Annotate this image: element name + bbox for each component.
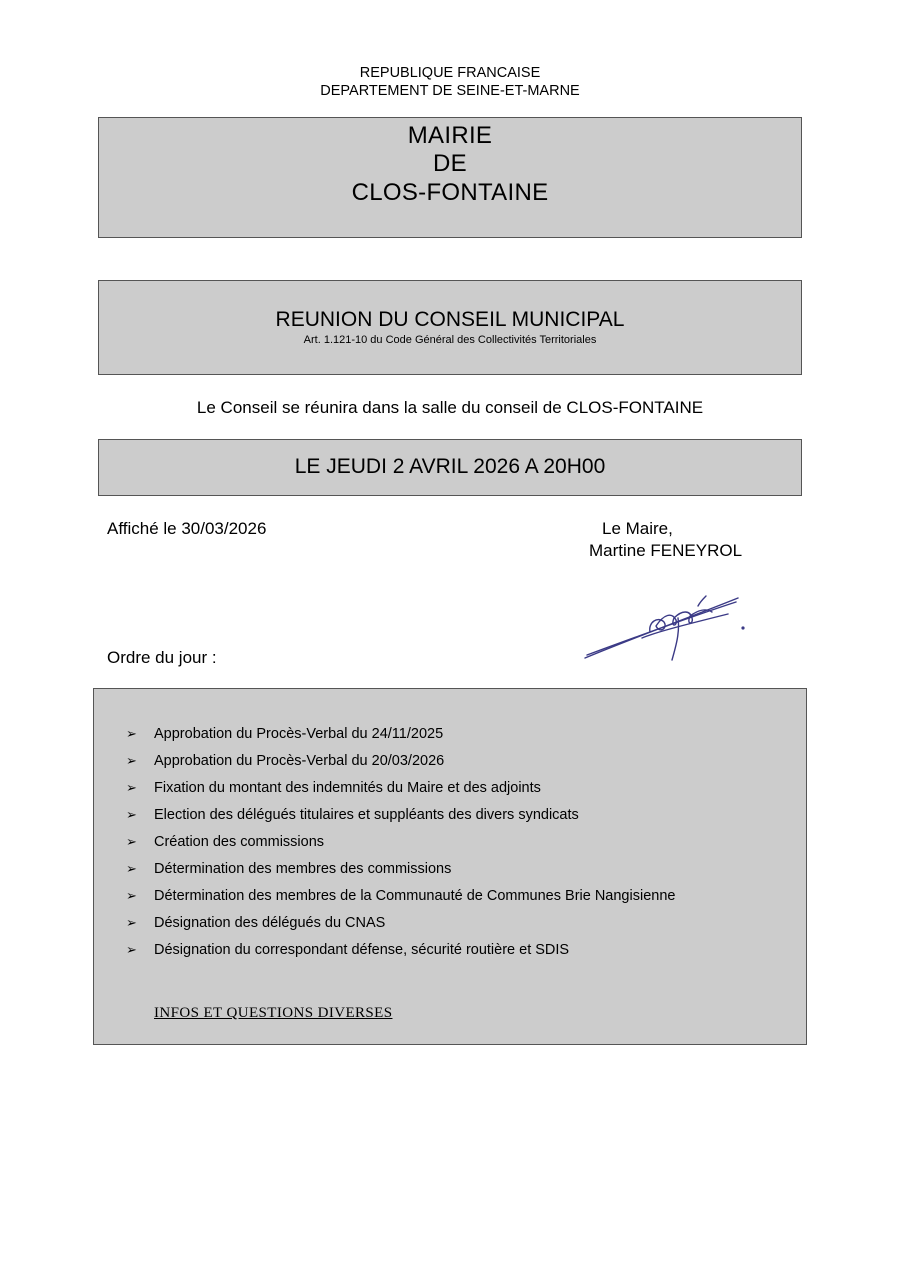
arrow-bullet-icon: ➢ (126, 888, 137, 903)
signature-dot (741, 626, 744, 629)
agenda-item-text: Approbation du Procès-Verbal du 24/11/2025 (154, 726, 444, 742)
arrow-bullet-icon: ➢ (126, 915, 137, 930)
agenda-item-text: Election des délégués titulaires et suppléants des divers syndicats (154, 807, 579, 823)
infos-questions-diverses: INFOS ET QUESTIONS DIVERSES (154, 1005, 393, 1021)
ordre-du-jour-label: Ordre du jour : (107, 648, 217, 667)
conseil-location: Le Conseil se réunira dans la salle du conseil de CLOS-FONTAINE (196, 398, 704, 417)
arrow-bullet-icon: ➢ (126, 726, 137, 741)
signature-image (578, 588, 753, 668)
signatory-title: Le Maire, (602, 519, 673, 538)
date-box (98, 439, 802, 496)
arrow-bullet-icon: ➢ (126, 861, 137, 876)
mairie-title: MAIRIE (407, 122, 493, 149)
arrow-bullet-icon: ➢ (126, 942, 137, 957)
signature-stroke-6 (698, 596, 706, 606)
signatory-name: Martine FENEYROL (589, 541, 743, 560)
agenda-item-text: Désignation des délégués du CNAS (154, 915, 386, 931)
agenda-item-text: Approbation du Procès-Verbal du 20/03/2026 (154, 753, 445, 769)
agenda-item-text: Création des commissions (154, 834, 325, 850)
signature-stroke-5 (642, 614, 728, 638)
arrow-bullet-icon: ➢ (126, 753, 137, 768)
agenda-item-text: Détermination des membres des commissions (154, 861, 452, 877)
mairie-box (98, 117, 802, 238)
reunion-subtitle: Art. 1.121-10 du Code Général des Collectivités Territoriales (303, 334, 597, 346)
signature-stroke-2 (587, 602, 736, 655)
agenda-box (93, 688, 807, 1045)
header-republique: REPUBLIQUE FRANCAISE (359, 65, 541, 81)
agenda-item-text: Désignation du correspondant défense, sécurité routière et SDIS (154, 942, 570, 958)
agenda-item-text: Détermination des membres de la Communauté de Communes Brie Nangisienne (154, 888, 676, 904)
affiche-date: Affiché le 30/03/2026 (107, 519, 267, 538)
mairie-de: DE (433, 150, 467, 177)
header-departement: DEPARTEMENT DE SEINE-ET-MARNE (320, 83, 580, 99)
reunion-title: REUNION DU CONSEIL MUNICIPAL (275, 308, 625, 331)
mairie-commune: CLOS-FONTAINE (351, 179, 549, 206)
arrow-bullet-icon: ➢ (126, 780, 137, 795)
arrow-bullet-icon: ➢ (126, 834, 137, 849)
meeting-date: LE JEUDI 2 AVRIL 2026 A 20H00 (294, 455, 606, 478)
agenda-item-text: Fixation du montant des indemnités du Maire et des adjoints (154, 780, 541, 796)
arrow-bullet-icon: ➢ (126, 807, 137, 822)
reunion-box (98, 280, 802, 375)
